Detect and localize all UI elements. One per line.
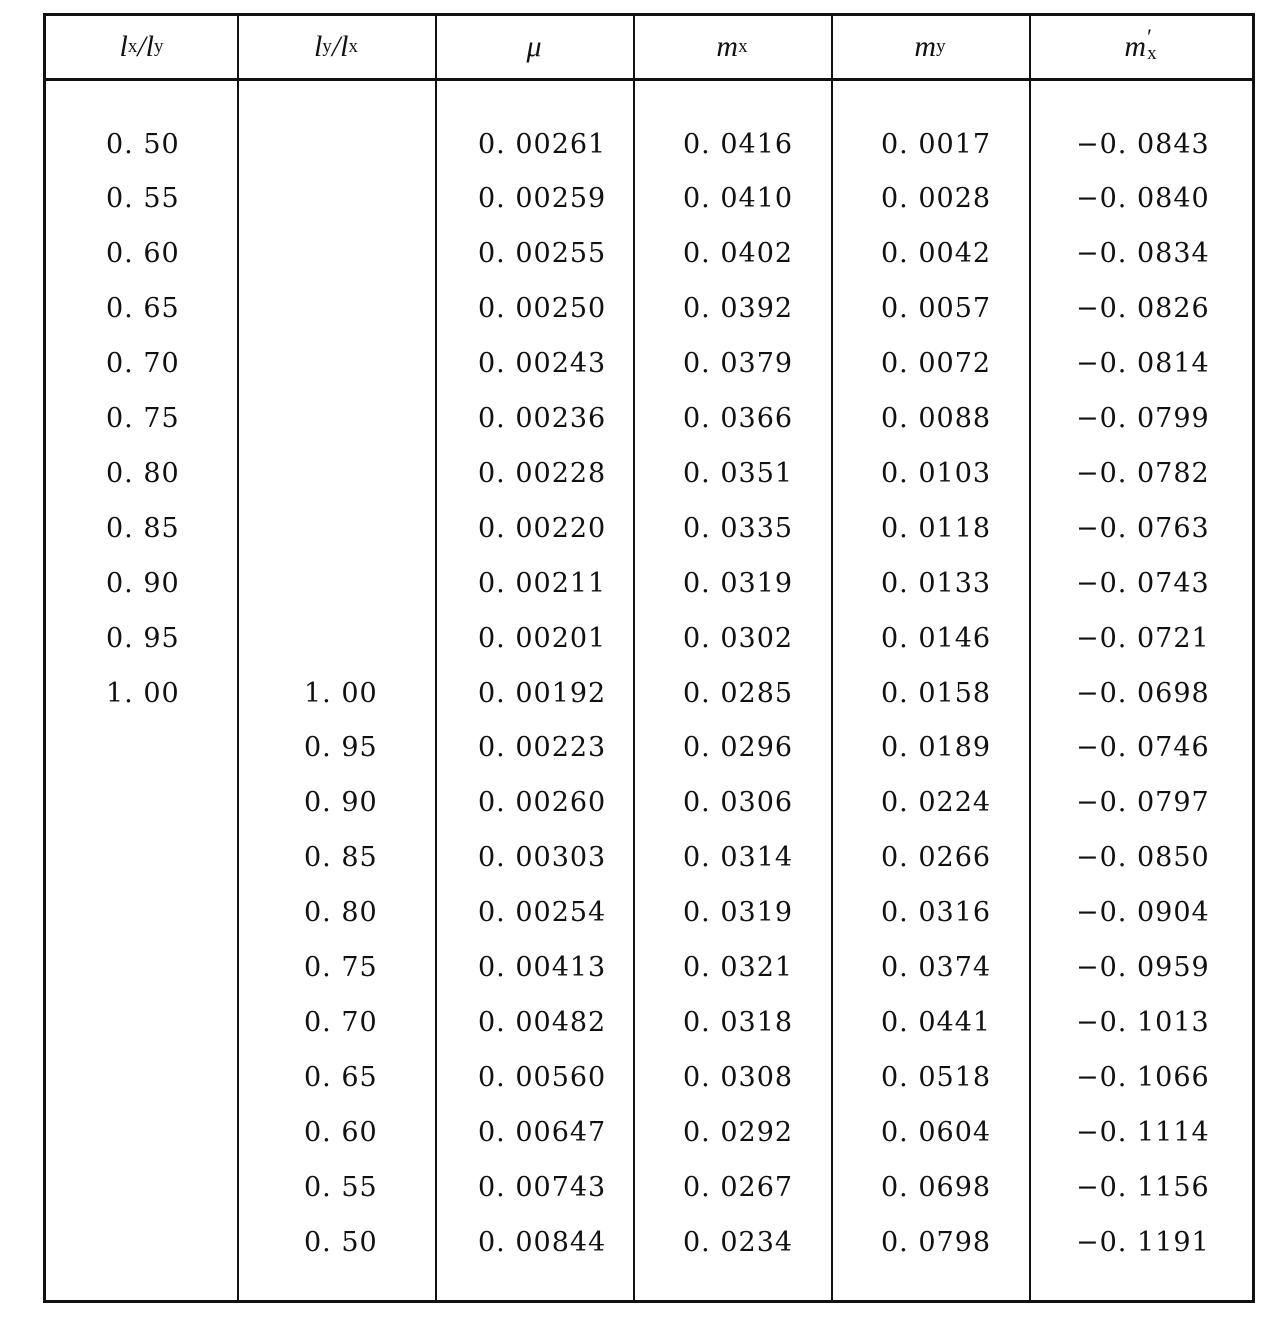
lx-ly-cell: 0. 75 (106, 403, 180, 434)
lx-ly-cell: 0. 90 (106, 567, 180, 599)
lx-ly-cell: 0. 60 (106, 238, 180, 270)
ly-lx-cell: 0. 50 (304, 1226, 378, 1258)
header-rule (46, 78, 1252, 81)
mu-cell: 0. 00259 (478, 183, 607, 215)
mx-cell: 0. 0335 (683, 512, 794, 544)
mx-cell: 0. 0267 (683, 1171, 794, 1203)
header-mx-prime: m ′ x (1124, 23, 1157, 64)
header-mx: m x (716, 30, 748, 63)
mx-prime-cell: −0. 0799 (1076, 403, 1210, 434)
mx-prime-cell: −0. 0843 (1076, 128, 1210, 160)
lx-ly-cell: 0. 50 (106, 128, 180, 160)
my-cell: 0. 0374 (881, 952, 992, 983)
ly-lx-cell: 1. 00 (304, 677, 378, 709)
mu-cell: 0. 00260 (478, 787, 607, 819)
my-cell: 0. 0316 (881, 897, 992, 929)
mu-cell: 0. 00560 (478, 1061, 607, 1093)
mu-cell: 0. 00211 (478, 567, 607, 599)
mx-prime-cell: −0. 0746 (1076, 732, 1210, 764)
mx-prime-cell: −0. 1066 (1076, 1061, 1210, 1093)
mx-cell: 0. 0308 (683, 1061, 794, 1093)
mx-prime-cell: −0. 0814 (1076, 348, 1210, 380)
mx-cell: 0. 0319 (683, 567, 794, 599)
my-cell: 0. 0698 (881, 1171, 992, 1203)
column-divider (1029, 16, 1031, 1300)
ly-lx-cell: 0. 85 (304, 842, 378, 874)
mu-cell: 0. 00303 (478, 842, 607, 874)
ly-lx-cell: 0. 65 (304, 1061, 378, 1093)
my-cell: 0. 0133 (881, 567, 992, 599)
lx-ly-cell: 0. 65 (106, 293, 180, 325)
mx-cell: 0. 0392 (683, 293, 794, 325)
mx-prime-cell: −0. 0959 (1076, 952, 1210, 983)
mx-prime-cell: −0. 0850 (1076, 842, 1210, 874)
mu-cell: 0. 00413 (478, 952, 607, 983)
mx-prime-cell: −0. 1013 (1076, 1006, 1210, 1038)
mu-cell: 0. 00743 (478, 1171, 607, 1203)
my-cell: 0. 0158 (881, 677, 992, 709)
mx-cell: 0. 0306 (683, 787, 794, 819)
my-cell: 0. 0118 (881, 512, 992, 544)
ly-lx-cell: 0. 75 (304, 952, 378, 983)
my-cell: 0. 0266 (881, 842, 992, 874)
mx-prime-cell: −0. 0721 (1076, 622, 1210, 654)
ly-lx-cell: 0. 80 (304, 897, 378, 929)
mx-cell: 0. 0296 (683, 732, 794, 764)
header-lx-over-ly: l x / l y (119, 30, 164, 63)
lx-ly-cell: 0. 95 (106, 622, 180, 654)
ly-lx-cell: 0. 55 (304, 1171, 378, 1203)
lx-ly-cell: 1. 00 (106, 677, 180, 709)
mx-prime-cell: −0. 0840 (1076, 183, 1210, 215)
mu-cell: 0. 00228 (478, 457, 607, 489)
mx-prime-cell: −0. 0698 (1076, 677, 1210, 709)
header-ly-over-lx: l y / l x (313, 30, 359, 63)
mx-cell: 0. 0318 (683, 1006, 794, 1038)
mx-prime-cell: −0. 0797 (1076, 787, 1210, 819)
my-cell: 0. 0604 (881, 1116, 992, 1148)
column-divider (237, 16, 239, 1300)
ly-lx-cell: 0. 70 (304, 1006, 378, 1038)
header-mu: μ (526, 30, 542, 63)
mx-cell: 0. 0314 (683, 842, 794, 874)
mx-cell: 0. 0319 (683, 897, 794, 929)
mu-cell: 0. 00192 (478, 677, 607, 709)
mu-cell: 0. 00482 (478, 1006, 607, 1038)
ly-lx-cell: 0. 90 (304, 787, 378, 819)
mu-cell: 0. 00250 (478, 293, 607, 325)
lx-ly-cell: 0. 55 (106, 183, 180, 215)
my-cell: 0. 0088 (881, 403, 992, 434)
ly-lx-cell: 0. 60 (304, 1116, 378, 1148)
my-cell: 0. 0042 (881, 238, 992, 270)
mx-cell: 0. 0234 (683, 1226, 794, 1258)
mx-prime-cell: −0. 0904 (1076, 897, 1210, 929)
mu-cell: 0. 00201 (478, 622, 607, 654)
mx-cell: 0. 0292 (683, 1116, 794, 1148)
lx-ly-cell: 0. 85 (106, 512, 180, 544)
mx-cell: 0. 0416 (683, 128, 794, 160)
mu-cell: 0. 00236 (478, 403, 607, 434)
my-cell: 0. 0057 (881, 293, 992, 325)
mx-cell: 0. 0321 (683, 952, 794, 983)
lx-ly-cell: 0. 70 (106, 348, 180, 380)
my-cell: 0. 0189 (881, 732, 992, 764)
mu-cell: 0. 00223 (478, 732, 607, 764)
my-cell: 0. 0028 (881, 183, 992, 215)
mu-cell: 0. 00647 (478, 1116, 607, 1148)
mx-prime-cell: −0. 0782 (1076, 457, 1210, 489)
mu-cell: 0. 00844 (478, 1226, 607, 1258)
header-my: m y (914, 30, 946, 63)
mu-cell: 0. 00255 (478, 238, 607, 270)
mx-prime-cell: −0. 1156 (1076, 1171, 1210, 1203)
mx-prime-cell: −0. 0763 (1076, 512, 1210, 544)
mx-cell: 0. 0285 (683, 677, 794, 709)
my-cell: 0. 0441 (881, 1006, 992, 1038)
my-cell: 0. 0518 (881, 1061, 992, 1093)
my-cell: 0. 0798 (881, 1226, 992, 1258)
column-divider (435, 16, 437, 1300)
mx-cell: 0. 0379 (683, 348, 794, 380)
lx-ly-cell: 0. 80 (106, 457, 180, 489)
mu-cell: 0. 00254 (478, 897, 607, 929)
my-cell: 0. 0224 (881, 787, 992, 819)
column-divider (633, 16, 635, 1300)
column-divider (831, 16, 833, 1300)
mu-cell: 0. 00261 (478, 128, 607, 160)
mx-cell: 0. 0351 (683, 457, 794, 489)
mx-prime-cell: −0. 0834 (1076, 238, 1210, 270)
mu-cell: 0. 00220 (478, 512, 607, 544)
coefficient-table (43, 13, 1255, 1303)
ly-lx-cell: 0. 95 (304, 732, 378, 764)
mx-cell: 0. 0302 (683, 622, 794, 654)
mx-prime-cell: −0. 0826 (1076, 293, 1210, 325)
mu-cell: 0. 00243 (478, 348, 607, 380)
my-cell: 0. 0146 (881, 622, 992, 654)
mx-cell: 0. 0366 (683, 403, 794, 434)
mx-prime-cell: −0. 0743 (1076, 567, 1210, 599)
my-cell: 0. 0103 (881, 457, 992, 489)
my-cell: 0. 0072 (881, 348, 992, 380)
mx-cell: 0. 0410 (683, 183, 794, 215)
my-cell: 0. 0017 (881, 128, 992, 160)
mx-prime-cell: −0. 1191 (1076, 1226, 1210, 1258)
mx-cell: 0. 0402 (683, 238, 794, 270)
mx-prime-cell: −0. 1114 (1076, 1116, 1210, 1148)
